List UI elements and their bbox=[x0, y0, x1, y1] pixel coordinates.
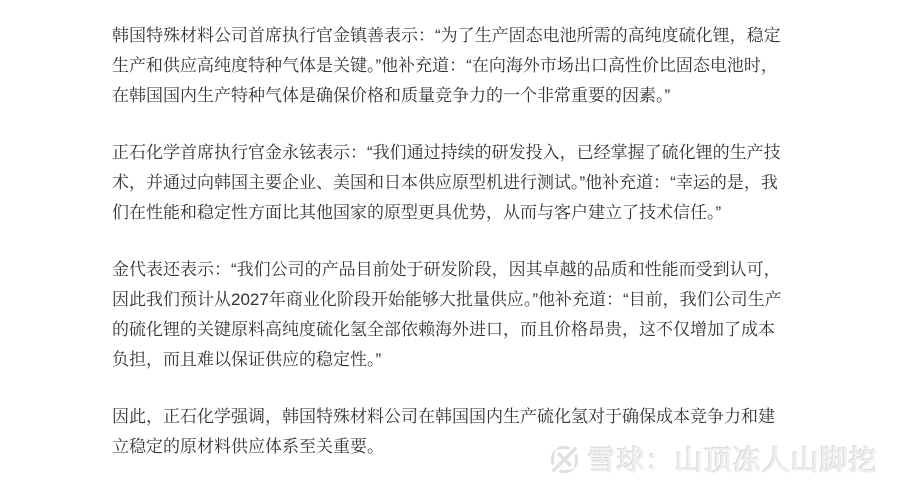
xueqiu-snowball-logo-icon bbox=[548, 443, 581, 476]
watermark bbox=[548, 439, 878, 479]
article-paragraph: 韩国特殊材料公司首席执行官金镇善表示：“为了生产固态电池所需的高纯度硫化锂，稳定生产和供应高纯度特种气体是关键。”他补充道：“在向海外市场出口高性价比固态电池时，在韩国国内生产特种气体是确保价格和质量竞争力的一个非常重要的因素。” bbox=[112, 26, 781, 105]
article-paragraph: 金代表还表示：“我们公司的产品目前处于研发阶段，因其卓越的品质和性能而受到认可，因此我们预计从2027年商业化阶段开始能够大批量供应。”他补充道：“目前，我们公司生产的硫化锂的关键原料高纯度硫化氢全部依赖海外进口，而且价格昂贵，这不仅增加了成本负担，而且难以保证供应的稳定性。” bbox=[112, 260, 782, 369]
article-paragraph: 因此，正石化学强调，韩国特殊材料公司在韩国国内生产硫化氢对于确保成本竞争力和建立稳定的原材料供应体系至关重要。 bbox=[112, 407, 775, 456]
article-paragraph: 正石化学首席执行官金永铉表示：“我们通过持续的研发投入，已经掌握了硫化锂的生产技术，并通过向韩国主要企业、美国和日本供应原型机进行测试。”他补充道：“幸运的是，我们在性能和稳定性方面比其他国家的原型更具优势，从而与客户建立了技术信任。” bbox=[112, 143, 781, 222]
watermark-text: 雪球：山顶冻人山脚挖 bbox=[587, 445, 878, 476]
article-body bbox=[112, 21, 788, 489]
